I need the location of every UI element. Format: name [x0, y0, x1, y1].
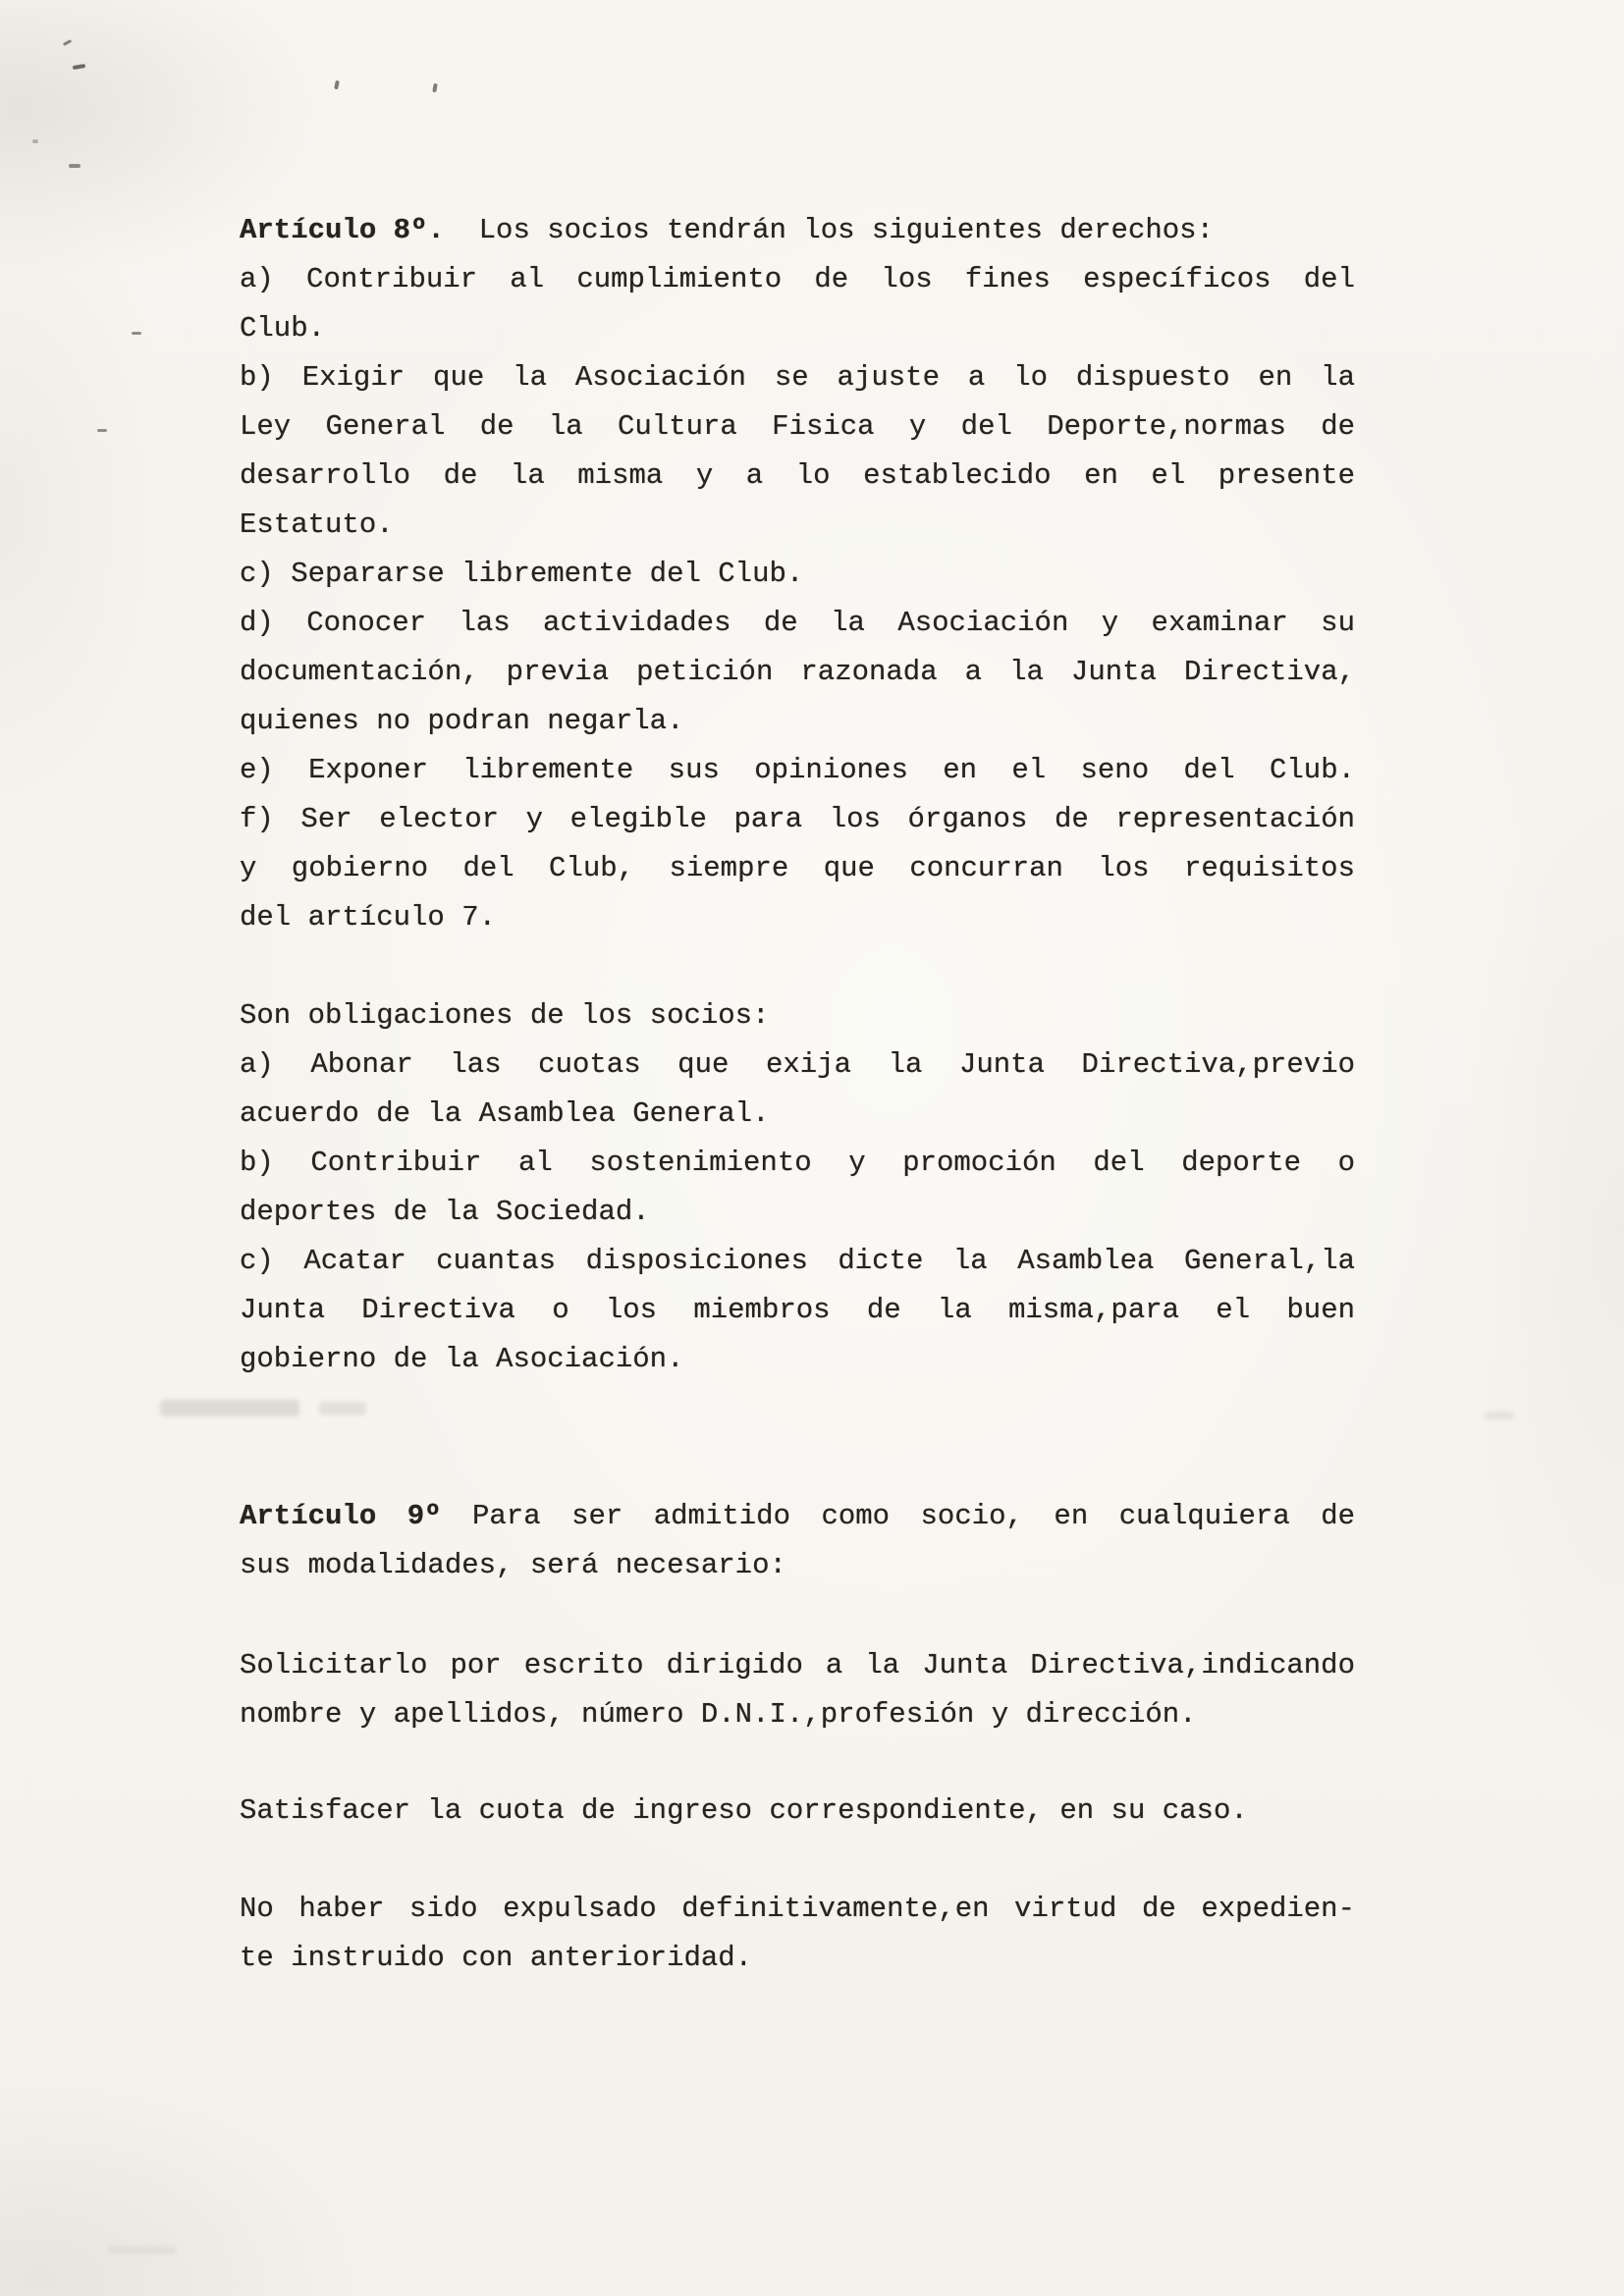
scan-speck: [97, 429, 107, 432]
article-number: Artículo 9º: [240, 1500, 442, 1532]
line-text: No haber sido expulsado definitivamente,en virtud de expedien-: [240, 1893, 1355, 1925]
line-text: Son obligaciones de los socios:: [240, 999, 770, 1032]
erased-text-smudge: [108, 2246, 177, 2254]
text-line: [240, 795, 1355, 844]
line-text: nombre y apellidos, número D.N.I.,profesión y dirección.: [240, 1698, 1197, 1731]
line-text: Solicitarlo por escrito dirigido a la Junta Directiva,indicando: [240, 1649, 1355, 1682]
text-line: [240, 353, 1355, 402]
line-text: acuerdo de la Asamblea General.: [240, 1097, 770, 1130]
line-text: y gobierno del Club, siempre que concurran los requisitos: [240, 852, 1355, 884]
text-line: [240, 844, 1355, 893]
text-line: [240, 1041, 1355, 1090]
line-text: c) Separarse libremente del Club.: [240, 558, 804, 590]
document-text: [240, 206, 1355, 1983]
line-text: f) Ser elector y elegible para los órganos de representación: [240, 803, 1355, 835]
text-line: [240, 697, 1355, 746]
text-line: [240, 991, 1355, 1041]
line-text: a) Contribuir al cumplimiento de los fines específicos del: [240, 263, 1355, 295]
line-text: quienes no podran negarla.: [240, 705, 684, 737]
text-line: [240, 1787, 1355, 1836]
text-line: [240, 1237, 1355, 1286]
line-text: sus modalidades, será necesario:: [240, 1549, 786, 1581]
line-text: Club.: [240, 312, 326, 345]
erased-text-smudge: [1485, 1412, 1514, 1419]
line-text: Satisfacer la cuota de ingreso correspondiente, en su caso.: [240, 1794, 1248, 1827]
article-heading-line: [240, 1492, 1355, 1541]
line-text: b) Contribuir al sostenimiento y promoción del deporte o: [240, 1147, 1355, 1179]
line-text: deportes de la Sociedad.: [240, 1196, 650, 1228]
line-text: gobierno de la Asociación.: [240, 1343, 684, 1375]
text-line: [240, 550, 1355, 599]
text-line: [240, 1934, 1355, 1983]
scan-speck: [334, 80, 340, 90]
scan-speck: [432, 83, 438, 93]
scan-speck: [63, 39, 72, 46]
text-line: [240, 1885, 1355, 1934]
text-line: [240, 1286, 1355, 1335]
line-text: c) Acatar cuantas disposiciones dicte la Asamblea General,la: [240, 1245, 1355, 1277]
text-line: [240, 1090, 1355, 1139]
line-text: d) Conocer las actividades de la Asociación y examinar su: [240, 607, 1355, 639]
text-line: [240, 452, 1355, 501]
line-text: Estatuto.: [240, 508, 394, 541]
text-line: [240, 1139, 1355, 1188]
text-line: [240, 893, 1355, 942]
text-line: [240, 648, 1355, 697]
text-line: [240, 304, 1355, 353]
line-text: Para ser admitido como socio, en cualquiera de: [441, 1500, 1356, 1532]
text-line: [240, 1335, 1355, 1384]
text-line: [240, 402, 1355, 452]
article-number: Artículo 8º.: [240, 214, 445, 246]
article-heading-line: [240, 206, 1355, 255]
text-line: [240, 1541, 1355, 1590]
scan-speck: [69, 164, 81, 168]
text-line: [240, 1641, 1355, 1690]
line-text: te instruido con anterioridad.: [240, 1942, 753, 1974]
scan-speck: [32, 139, 38, 143]
line-text: a) Abonar las cuotas que exija la Junta Directiva,previo: [240, 1048, 1355, 1081]
line-text: b) Exigir que la Asociación se ajuste a lo dispuesto en la: [240, 361, 1355, 394]
line-text: del artículo 7.: [240, 901, 497, 934]
text-line: [240, 1188, 1355, 1237]
line-text: Los socios tendrán los siguientes derechos:: [444, 214, 1214, 246]
text-line: [240, 1690, 1355, 1739]
scan-speck: [73, 64, 85, 70]
text-line: [240, 746, 1355, 795]
text-line: [240, 599, 1355, 648]
line-text: documentación, previa petición razonada a la Junta Directiva,: [240, 656, 1355, 688]
line-text: Junta Directiva o los miembros de la misma,para el buen: [240, 1294, 1355, 1326]
text-line: [240, 501, 1355, 550]
line-text: Ley General de la Cultura Fisica y del Deporte,normas de: [240, 410, 1355, 443]
line-text: desarrollo de la misma y a lo establecido en el presente: [240, 459, 1355, 492]
line-text: e) Exponer libremente sus opiniones en el seno del Club.: [240, 754, 1355, 786]
text-line: [240, 255, 1355, 304]
scan-speck: [132, 332, 141, 335]
